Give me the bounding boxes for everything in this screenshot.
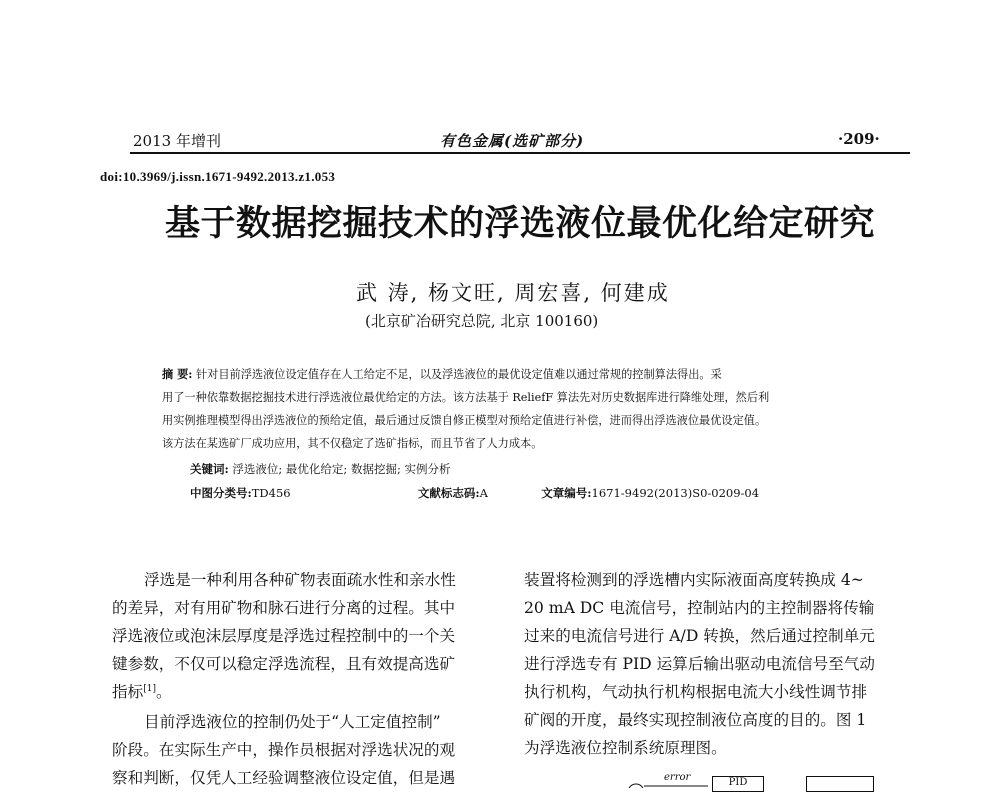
doc-code-value: A [479,486,488,500]
control-diagram-fragment [600,772,900,788]
body-line [112,680,172,702]
body-line: 装置将检测到的浮选槽内实际液面高度转换成 4~ [524,571,864,589]
keywords-value: 浮选液位; 最优化给定; 数据挖掘; 实例分析 [232,462,451,476]
citation-ref: [1] [143,683,156,694]
pid-block: PID [712,776,764,792]
article-id-value: 1671-9492(2013)S0-0209-04 [591,486,760,500]
body-line: 矿阀的开度，最终实现控制液位高度的目的。图 1 [524,711,867,729]
affiliation: (北京矿冶研究总院, 北京 100160) [365,312,599,330]
classification-line [190,485,759,501]
body-line: 过来的电流信号进行 A/D 转换，然后通过控制单元 [524,627,875,645]
clc-value: TD456 [251,486,291,500]
authors: 武 涛, 杨文旺, 周宏喜, 何建成 [356,281,670,305]
article-id-label: 文章编号: [541,486,592,500]
body-line: 阶段。在实际生产中，操作员根据对浮选状况的观 [112,741,456,759]
summing-junction [628,784,644,788]
running-header-journal: 有色金属(选矿部分) [440,132,585,150]
abstract-line: 用实例推理模型得出浮选液位的预给定值，最后通过反馈自修正模型对预给定值进行补偿，进而得出浮选液位最优设定值。 [162,414,767,427]
error-label: error [664,772,691,783]
body-line: 的差异，对有用矿物和脉石进行分离的过程。其中 [112,599,456,617]
body-line: 察和判断，仅凭人工经验调整液位设定值，但是遇 [112,769,456,787]
page-number: ·209· [838,130,880,148]
actuator-block [806,776,874,792]
abstract-line [162,366,722,382]
doi: doi:10.3969/j.issn.1671-9492.2013.z1.053 [100,169,336,184]
clc-label: 中图分类号: [190,486,252,500]
doc-code-label: 文献标志码: [417,486,480,500]
body-line: 目前浮选液位的控制仍处于“人工定值控制” [144,713,441,731]
body-line: 执行机构，气动执行机构根据电流大小线性调节排 [524,683,868,701]
body-line: 浮选是一种利用各种矿物表面疏水性和亲水性 [144,571,456,589]
body-line: 进行浮选专有 PID 运算后输出驱动电流信号至气动 [524,655,875,673]
keywords-label: 关键词: [190,462,229,476]
abstract-line: 用了一种依靠数据挖掘技术进行浮选液位最优给定的方法。该方法基于 ReliefF 算法先对历史数据库进行降维处理，然后利 [162,391,770,404]
body-line-text: 指标 [112,683,144,701]
abstract-text: 针对目前浮选液位设定值存在人工给定不足，以及浮选液位的最优设定值难以通过常规的控制算法得出。采 [195,368,722,381]
body-line: 20 mA DC 电流信号，控制站内的主控制器将传输 [524,599,875,617]
abstract-label: 摘 要: [162,367,193,381]
body-line: 浮选液位或泡沫层厚度是浮选过程控制中的一个关 [112,627,456,645]
body-line-end: 。 [155,683,172,701]
keywords [190,461,451,477]
abstract-line: 该方法在某选矿厂成功应用，其不仅稳定了选矿指标，而且节省了人力成本。 [162,437,543,450]
body-line: 键参数，不仅可以稳定浮选流程，且有效提高选矿 [112,655,456,673]
body-line: 为浮选液位控制系统原理图。 [524,739,727,757]
header-rule [130,152,910,154]
running-header-year: 2013 年增刊 [133,132,221,150]
paper-title: 基于数据挖掘技术的浮选液位最优化给定研究 [165,204,876,244]
